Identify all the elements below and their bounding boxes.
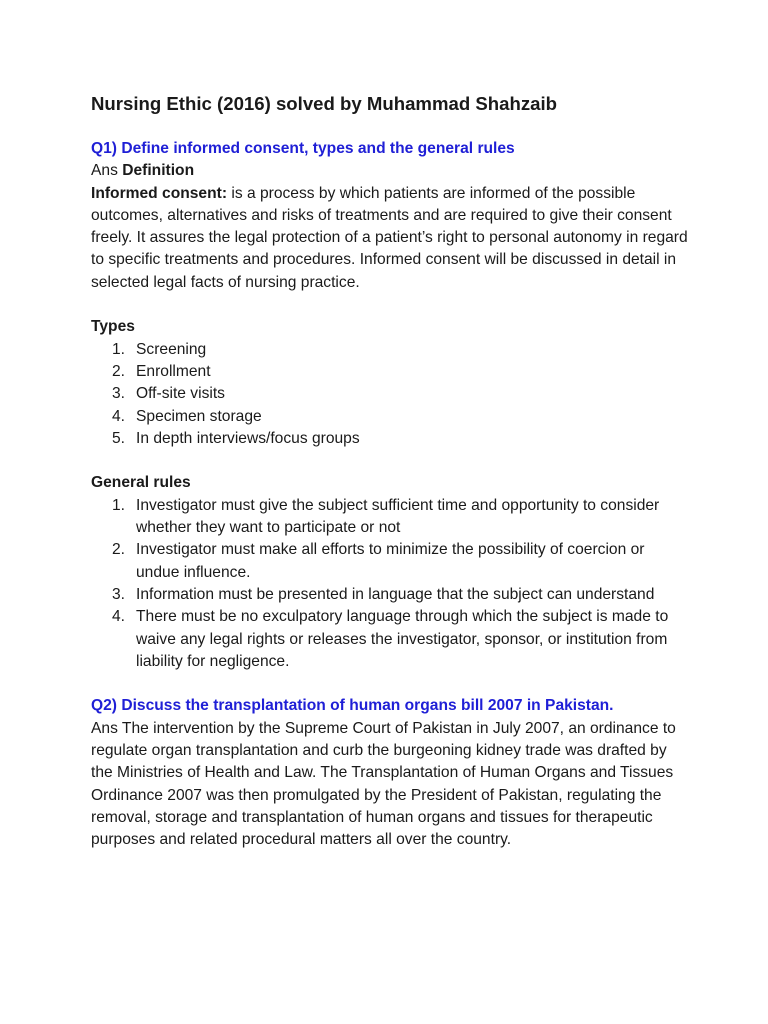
types-list	[91, 339, 691, 450]
question-2-answer: Ans The intervention by the Supreme Court of Pakistan in July 2007, an ordinance to regulate organ transplantation and curb the burgeoning kidney trade was drafted by the Ministries of Health and Law. The Transplantation of Human Organs and Tissues Ordinance 2007 was then promulgated by the President of Pakistan, regulating the removal, storage and transplantation of human organs and tissues for therapeutic purposes and related procedural matters all over the country.	[91, 719, 676, 849]
definition-text: is a process by which patients are informed of the possible outcomes, alternatives and risks of treatments and are required to give their consent freely. It assures the legal protection of a patient’s right to personal autonomy in regard to specific treatments and procedures. Informed consent will be discussed in detail in selected legal facts of nursing practice.	[91, 184, 688, 291]
definition-term: Informed consent:	[91, 184, 228, 202]
list-item	[91, 406, 691, 428]
list-item	[91, 584, 691, 606]
list-number: 4.	[112, 407, 126, 425]
list-item	[91, 339, 691, 361]
list-item-text: Specimen storage	[136, 407, 262, 425]
spacer	[91, 673, 691, 695]
general-rules-heading: General rules	[91, 474, 191, 492]
document-title: Nursing Ethic (2016) solved by Muhammad Shahzaib	[91, 93, 557, 114]
ans-prefix: Ans	[91, 162, 123, 180]
question-1-heading: Q1) Define informed consent, types and the general rules	[91, 140, 515, 157]
spacer	[91, 450, 691, 472]
document-page	[91, 92, 691, 852]
definition-paragraph	[91, 183, 691, 294]
spacer	[91, 294, 691, 316]
list-number: 3.	[112, 385, 126, 403]
list-number: 5.	[112, 429, 126, 447]
list-item-text: There must be no exculpatory language through which the subject is made to waive any legal rights or releases the investigator, sponsor, or institution from liability for negligence.	[136, 608, 669, 670]
list-item-text: Screening	[136, 340, 207, 358]
list-number: 2.	[112, 541, 126, 559]
list-item	[91, 606, 691, 673]
list-item	[91, 383, 691, 405]
definition-line	[91, 160, 691, 182]
list-item-text: Enrollment	[136, 362, 211, 380]
list-item	[91, 428, 691, 450]
question-2-section	[91, 695, 691, 851]
list-number: 1.	[112, 496, 126, 514]
list-item	[91, 361, 691, 383]
list-number: 2.	[112, 362, 126, 380]
definition-heading: Definition	[122, 162, 195, 180]
question-2-heading: Q2) Discuss the transplantation of human organs bill 2007 in Pakistan.	[91, 697, 614, 715]
list-item-text: Investigator must make all efforts to minimize the possibility of coercion or undue influence.	[136, 541, 645, 581]
list-number: 4.	[112, 608, 126, 626]
list-item	[91, 495, 691, 540]
list-item-text: Off-site visits	[136, 385, 225, 403]
question-1-section	[91, 138, 691, 673]
list-item	[91, 539, 691, 584]
list-item-text: Information must be presented in language that the subject can understand	[136, 585, 655, 603]
list-number: 1.	[112, 340, 126, 358]
types-heading: Types	[91, 318, 135, 336]
list-number: 3.	[112, 585, 126, 603]
list-item-text: In depth interviews/focus groups	[136, 429, 360, 447]
general-rules-list	[91, 495, 691, 673]
list-item-text: Investigator must give the subject sufficient time and opportunity to consider whether they want to participate or not	[136, 496, 660, 537]
